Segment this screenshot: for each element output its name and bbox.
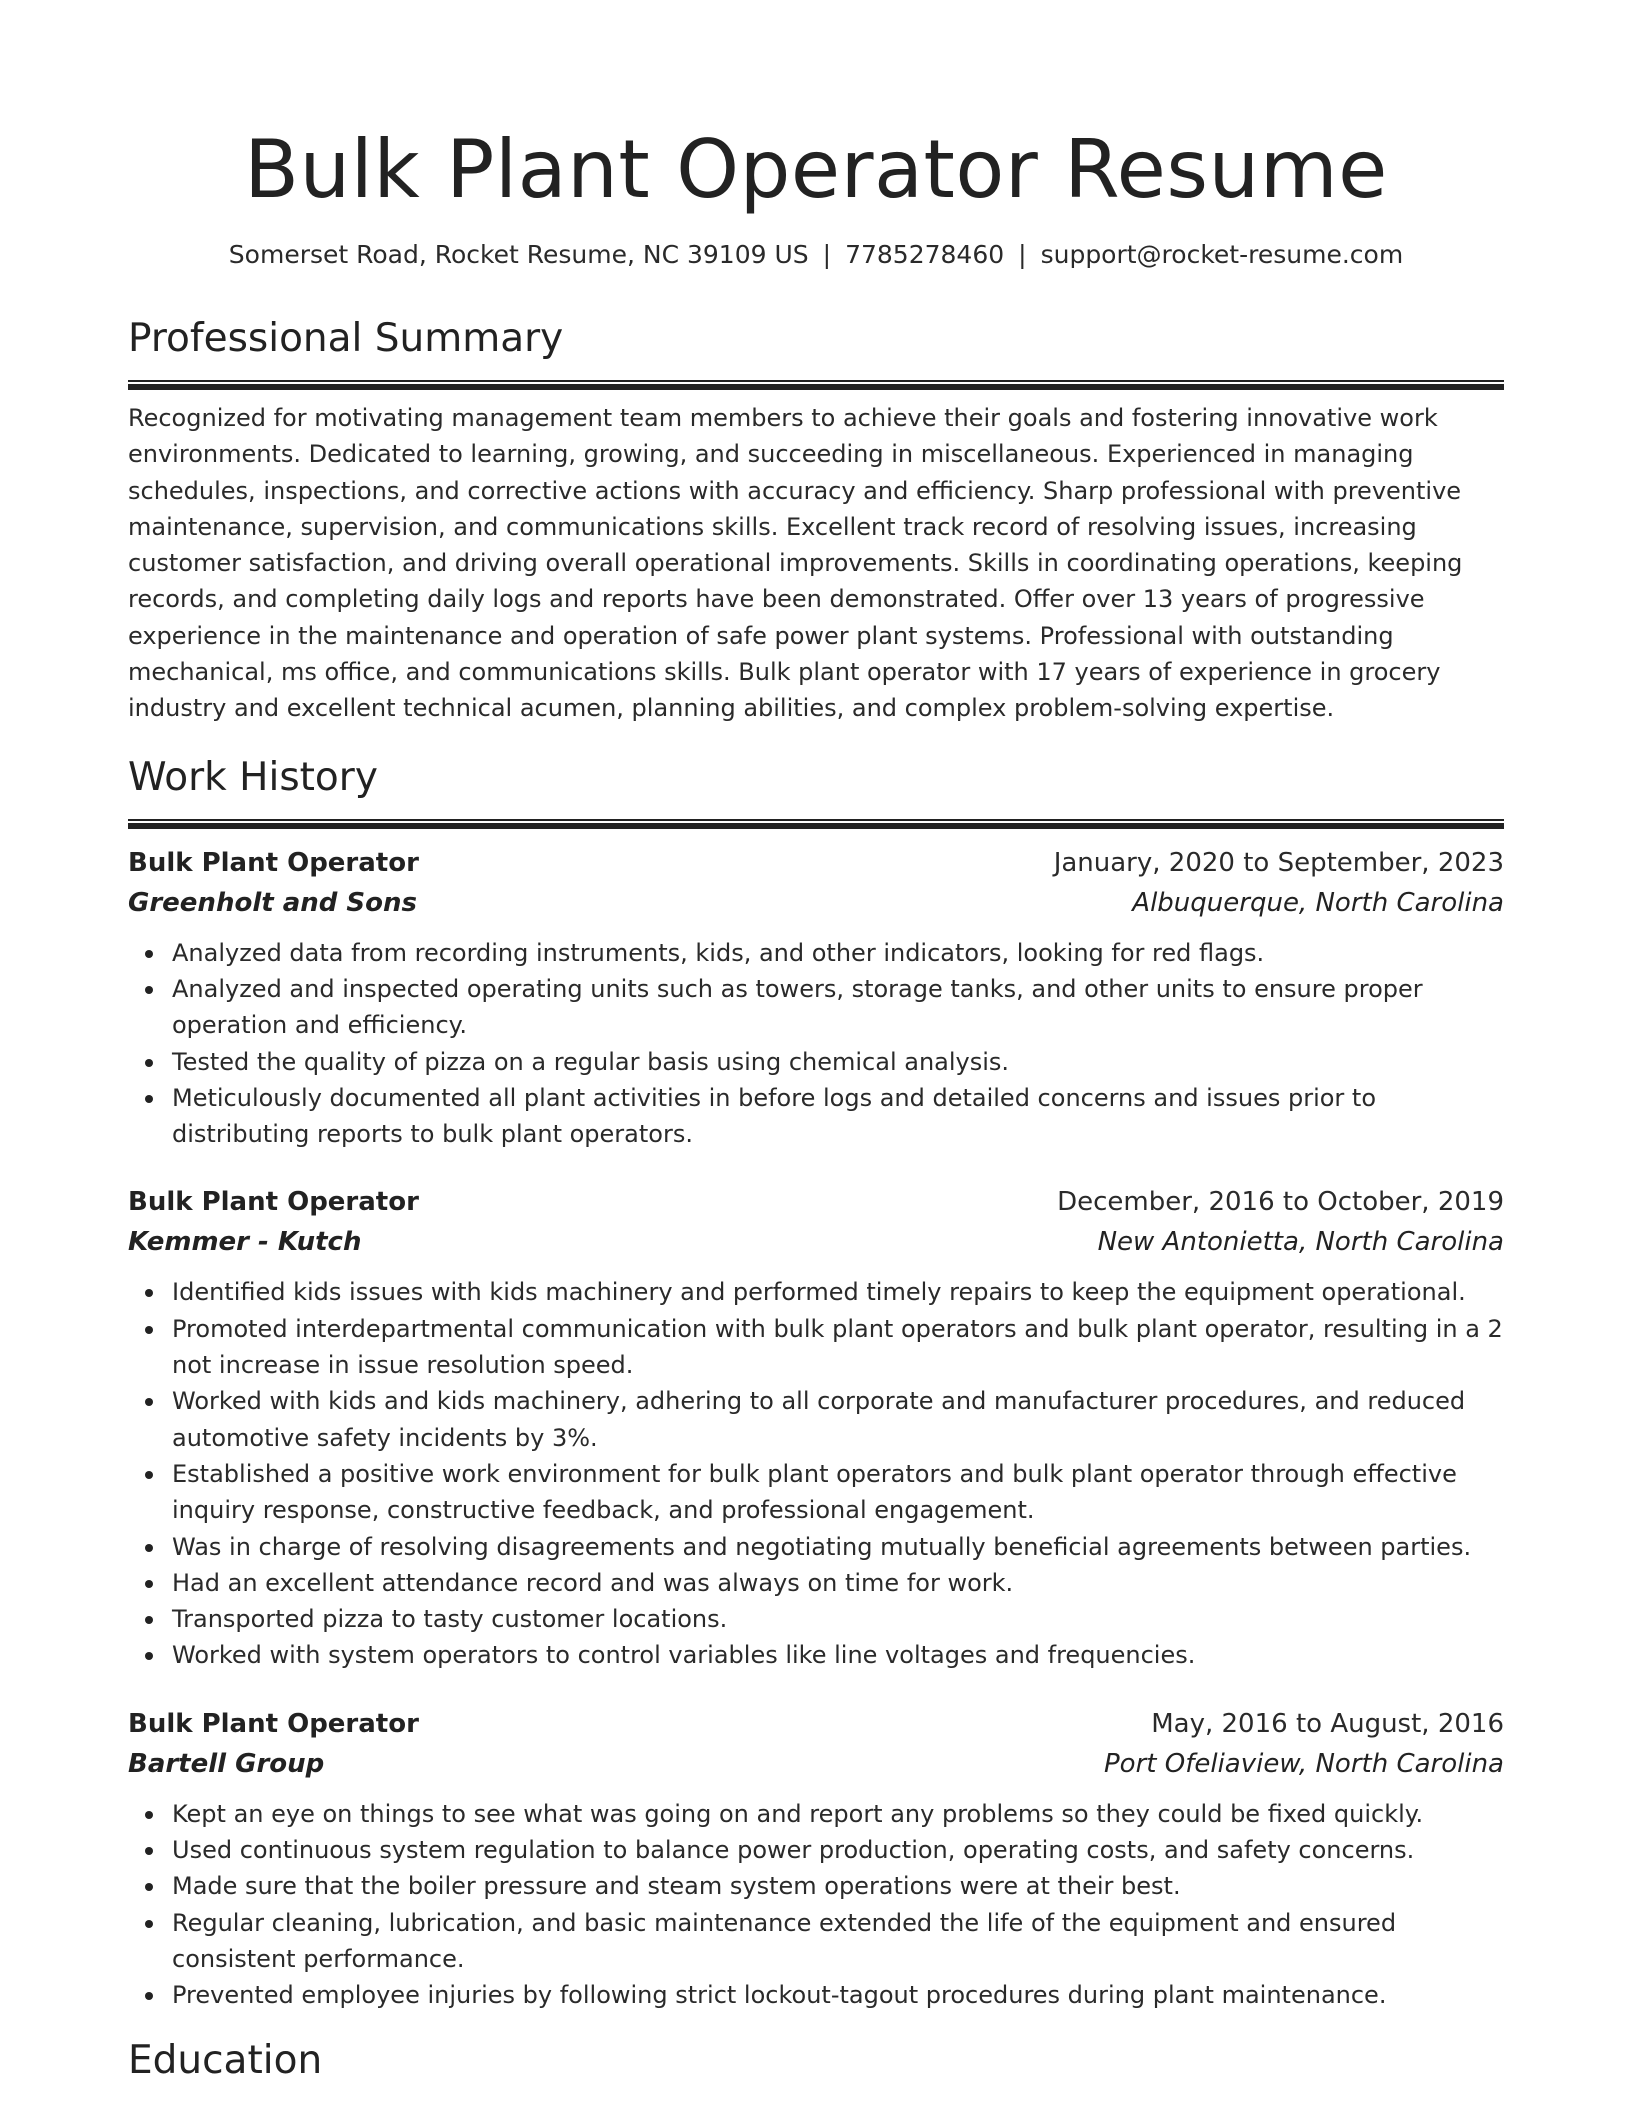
job-bullets bbox=[128, 1796, 1504, 2014]
job-entry bbox=[128, 843, 1504, 1153]
job-subheader bbox=[128, 1744, 1504, 1784]
contact-address: Somerset Road, Rocket Resume, NC 39109 US bbox=[228, 240, 809, 269]
section-title-summary: Professional Summary bbox=[128, 316, 564, 361]
job-header bbox=[128, 1704, 1504, 1744]
job-entry bbox=[128, 1704, 1504, 2014]
job-location: New Antonietta, North Carolina bbox=[1097, 1227, 1504, 1258]
job-bullet: Tested the quality of pizza on a regular basis using chemical analysis. bbox=[128, 1044, 1504, 1080]
job-company: Kemmer - Kutch bbox=[128, 1227, 362, 1258]
job-dates: January, 2020 to September, 2023 bbox=[1053, 847, 1504, 878]
job-bullet: Made sure that the boiler pressure and steam system operations were at their best. bbox=[128, 1868, 1504, 1904]
summary-text: Recognized for motivating management team members to achieve their goals and fostering innovative work environments. Dedicated to learning, growing, and succeeding in miscellaneous. Experienced in managing schedules, inspections, and corrective actions with accuracy and efficiency. Sharp professional with preventive maintenance, supervision, and communications skills. Excellent track record of resolving issues, increasing customer satisfaction, and driving overall operational improvements. Skills in coordinating operations, keeping records, and completing daily logs and reports have been demonstrated. Offer over 13 years of progressive experience in the maintenance and operation of safe power plant systems. Professional with outstanding mechanical, ms office, and communications skills. Bulk plant operator with 17 years of experience in grocery industry and excellent technical acumen, planning abilities, and complex problem-solving expertise. bbox=[128, 404, 1463, 723]
contact-email[interactable]: support@rocket-resume.com bbox=[1040, 240, 1404, 269]
contact-separator: | bbox=[1018, 240, 1027, 269]
job-bullet: Established a positive work environment for bulk plant operators and bulk plant operator through effective inquiry response, constructive feedback, and professional engagement. bbox=[128, 1456, 1504, 1529]
job-dates: December, 2016 to October, 2019 bbox=[1057, 1187, 1504, 1218]
job-header bbox=[128, 843, 1504, 883]
section-divider bbox=[128, 380, 1504, 390]
job-company: Greenholt and Sons bbox=[128, 887, 417, 918]
job-location: Port Ofeliaview, North Carolina bbox=[1104, 1748, 1504, 1779]
job-bullet: Regular cleaning, lubrication, and basic maintenance extended the life of the equipment and ensured consistent performance. bbox=[128, 1905, 1504, 1978]
job-bullet: Had an excellent attendance record and was always on time for work. bbox=[128, 1565, 1504, 1601]
job-location: Albuquerque, North Carolina bbox=[1132, 887, 1504, 918]
job-bullet: Was in charge of resolving disagreements and negotiating mutually beneficial agreements between parties. bbox=[128, 1529, 1504, 1565]
job-bullet: Used continuous system regulation to balance power production, operating costs, and safety concerns. bbox=[128, 1832, 1504, 1868]
job-bullet: Meticulously documented all plant activities in before logs and detailed concerns and issues prior to distributing reports to bulk plant operators. bbox=[128, 1080, 1504, 1153]
job-title: Bulk Plant Operator bbox=[128, 1708, 419, 1739]
section-title-education: Education bbox=[128, 2037, 323, 2083]
resume-name: Bulk Plant Operator Resume bbox=[244, 123, 1388, 216]
job-bullets bbox=[128, 935, 1504, 1153]
job-bullet: Analyzed data from recording instruments, kids, and other indicators, looking for red flags. bbox=[128, 935, 1504, 971]
job-bullet: Worked with system operators to control variables like line voltages and frequencies. bbox=[128, 1637, 1504, 1673]
job-bullet: Kept an eye on things to see what was going on and report any problems so they could be fixed quickly. bbox=[128, 1796, 1504, 1832]
job-dates: May, 2016 to August, 2016 bbox=[1151, 1708, 1504, 1739]
job-header bbox=[128, 1182, 1504, 1222]
job-subheader bbox=[128, 883, 1504, 923]
job-entry bbox=[128, 1182, 1504, 1673]
job-bullet: Worked with kids and kids machinery, adhering to all corporate and manufacturer procedures, and reduced automotive safety incidents by 3%. bbox=[128, 1383, 1504, 1456]
job-title: Bulk Plant Operator bbox=[128, 847, 419, 878]
contact-separator: | bbox=[822, 240, 832, 269]
job-bullet: Identified kids issues with kids machinery and performed timely repairs to keep the equipment operational. bbox=[128, 1274, 1504, 1310]
job-bullet: Analyzed and inspected operating units such as towers, storage tanks, and other units to ensure proper operation and efficiency. bbox=[128, 971, 1504, 1044]
job-company: Bartell Group bbox=[128, 1748, 325, 1779]
job-bullet: Promoted interdepartmental communication with bulk plant operators and bulk plant operator, resulting in a 2 not increase in issue resolution speed. bbox=[128, 1311, 1504, 1384]
job-bullet: Prevented employee injuries by following strict lockout-tagout procedures during plant maintenance. bbox=[128, 1977, 1504, 2013]
contact-line bbox=[128, 238, 1504, 272]
contact-phone: 7785278460 bbox=[845, 240, 1005, 269]
section-divider bbox=[128, 819, 1504, 829]
job-subheader bbox=[128, 1222, 1504, 1262]
section-title-work-history: Work History bbox=[128, 754, 378, 800]
job-bullet: Transported pizza to tasty customer locations. bbox=[128, 1601, 1504, 1637]
job-bullets bbox=[128, 1274, 1504, 1673]
job-title: Bulk Plant Operator bbox=[128, 1187, 419, 1218]
